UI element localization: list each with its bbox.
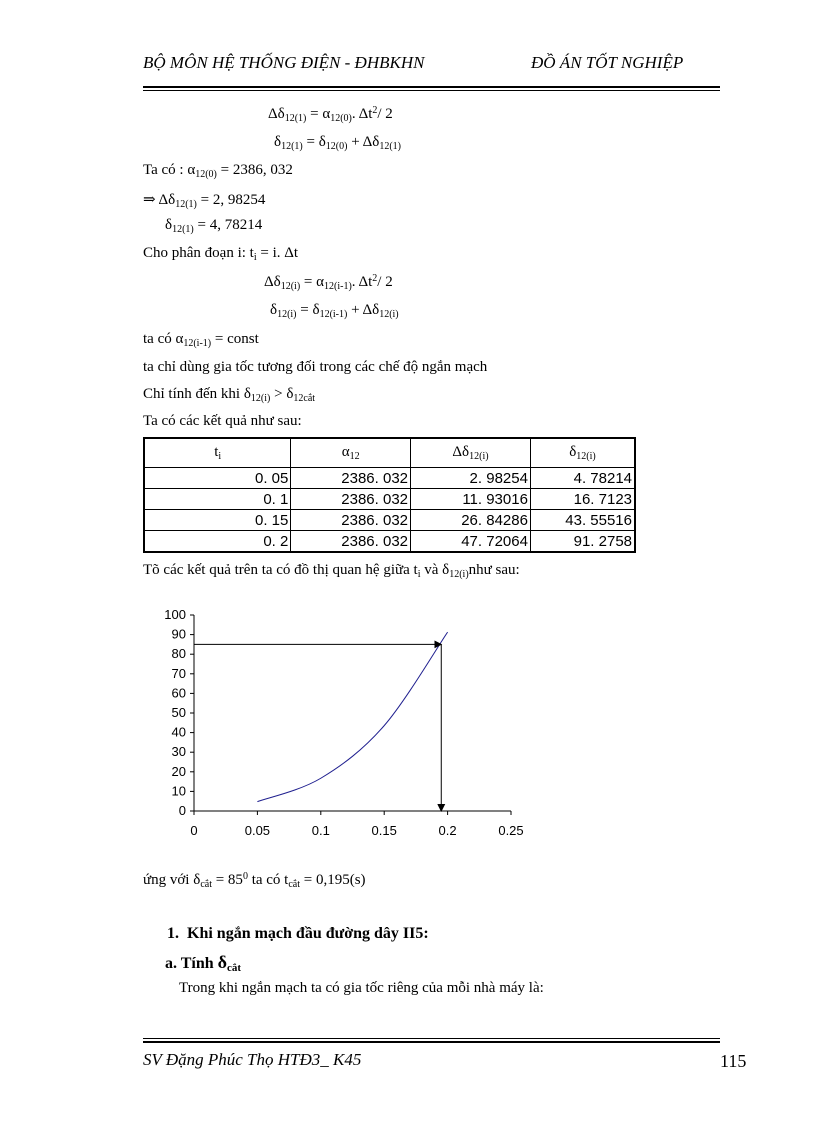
col-header-delta-increment: $\Delta\delta_{12(i)}$ (411, 438, 531, 468)
table-cell: 91. 2758 (530, 531, 635, 553)
header-left: BỘ MÔN HỆ THỐNG ĐIỆN - ĐHBKHN (143, 53, 425, 72)
y-tick-label: 20 (171, 763, 186, 779)
alpha-value-line: Ta có : $\alpha_{12(0)} = 2386$, 032 (143, 162, 293, 180)
x-tick-label: 0.25 (498, 823, 524, 838)
y-tick-label: 50 (171, 705, 186, 720)
x-tick-label: 0.15 (371, 823, 397, 838)
table-row (144, 510, 635, 531)
y-tick-label: 90 (171, 626, 186, 642)
table-cell: 47. 72064 (411, 531, 531, 553)
table-cell: 0. 2 (144, 531, 291, 553)
footer-author: SV Đặng Phúc Thọ HTĐ3_ K45 (143, 1050, 362, 1069)
y-tick-label: 100 (164, 607, 186, 622)
header-right: ĐỒ ÁN TỐT NGHIỆP (531, 53, 684, 72)
equation-delta-increment-i: $\Delta\delta_{12(i)} = \alpha_{12(i-1)}$. $\Delta t^2/$ 2 (264, 273, 393, 292)
table-cell: 2386. 032 (291, 489, 411, 510)
note-line: ta chỉ dùng gia tốc tương đối trong các chế độ ngắn mạch (143, 359, 488, 375)
y-tick-label: 40 (171, 724, 186, 740)
result-line: ứng với $\delta_{cắt} = 85^0$ ta có $t_{cắt} = 0,195(s)$ (143, 871, 366, 890)
col-header-t: $t_i$ (144, 438, 291, 468)
footer-rule-bottom (143, 1041, 720, 1043)
equation-delta-i: $\delta_{12(i)} = \delta_{12(i-1)} + \Delta\delta_{12(i)}$ (270, 302, 399, 320)
table-cell: 2386. 032 (291, 510, 411, 531)
y-tick-label: 10 (171, 783, 186, 799)
table-cell: 16. 7123 (530, 489, 635, 510)
table-cell: 4. 78214 (530, 468, 635, 489)
x-tick-label: 0.1 (311, 823, 330, 838)
table-cell: 0. 05 (144, 468, 291, 489)
table-cell: 43. 55516 (530, 510, 635, 531)
subsection-heading: a. Tính $\delta_{cắt}$ (165, 952, 242, 974)
section-heading: 1. Khi ngắn mạch đầu đường dây II5: (167, 925, 429, 942)
table-cell: 2386. 032 (291, 531, 411, 553)
col-header-alpha: $\alpha_{12}$ (291, 438, 411, 468)
table-cell: 11. 93016 (411, 489, 531, 510)
y-tick-label: 70 (171, 665, 186, 681)
y-tick-label: 0 (178, 803, 186, 818)
delta-increment-value-line: ⇒ $\Delta\delta_{12(1)} = 2$, 98254 (143, 192, 266, 210)
condition-line: Chỉ tính đến khi $\delta_{12(i)} > \delta_{12cắt}$ (143, 386, 316, 404)
header-rule-top (143, 86, 720, 88)
table-cell: 2386. 032 (291, 468, 411, 489)
x-tick-label: 0.2 (438, 823, 457, 838)
x-tick-label: 0 (190, 823, 198, 838)
table-header-row (144, 438, 635, 468)
series-line (257, 632, 447, 802)
y-tick-label: 60 (171, 685, 186, 701)
table-cell: 0. 1 (144, 489, 291, 510)
col-header-delta: $\delta_{12(i)}$ (530, 438, 635, 468)
table-row (144, 468, 635, 489)
paragraph: Trong khi ngắn mạch ta có gia tốc riêng của mỗi nhà máy là: (179, 980, 544, 996)
segment-definition-line: Cho phân đoạn i: $t_i = i$. Δt (143, 245, 299, 263)
results-table (143, 437, 636, 553)
page-number: 115 (720, 1051, 747, 1071)
results-intro: Ta có các kết quả như sau: (143, 413, 302, 429)
table-row (144, 489, 635, 510)
delta-value-line: $\delta_{12(1)} = 4$, 78214 (165, 217, 263, 235)
equation-delta-1: $\delta_{12(1)} = \delta_{12(0)} + \Delta\delta_{12(1)}$ (274, 134, 401, 152)
y-tick-label: 30 (171, 744, 186, 760)
table-cell: 0. 15 (144, 510, 291, 531)
chart-intro: Tõ các kết quả trên ta có đồ thị quan hệ giữa $t_i$ và $\delta_{12(i)}như$ sau: (143, 562, 520, 580)
x-tick-label: 0.05 (244, 823, 271, 838)
footer-rule-top (143, 1038, 720, 1039)
const-line: ta có $\alpha_{12(i-1)}$ = const (143, 331, 259, 349)
table-cell: 2. 98254 (411, 468, 531, 489)
header-rule-bottom (143, 90, 720, 91)
table-row (144, 531, 635, 553)
equation-delta-increment-1: $\Delta\delta_{12(1)} = \alpha_{12(0)}$. $\Delta t^2/$ 2 (268, 105, 393, 124)
delta-time-chart (150, 600, 550, 850)
y-tick-label: 80 (171, 646, 186, 662)
table-cell: 26. 84286 (411, 510, 531, 531)
